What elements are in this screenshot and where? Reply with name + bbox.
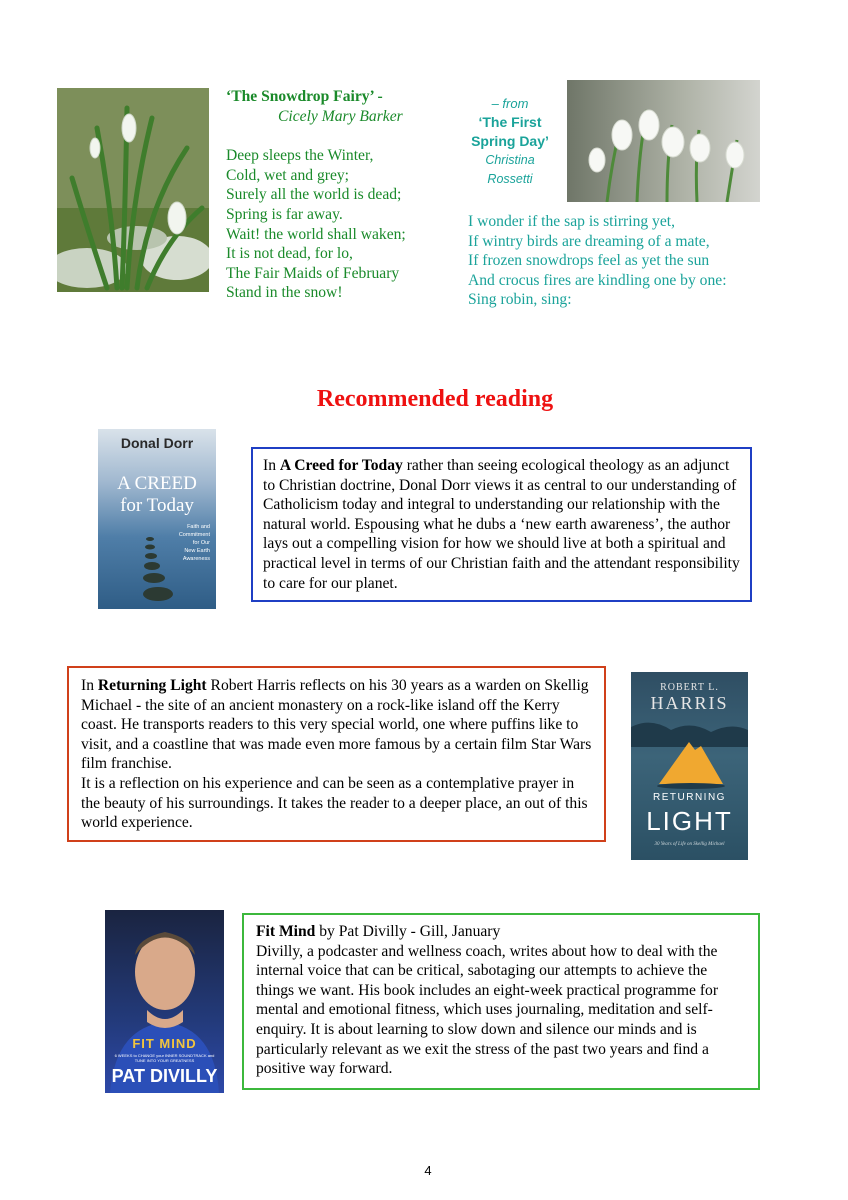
poem-first-spring-day-header: [460, 94, 560, 189]
cover-author-line: HARRIS: [650, 693, 729, 713]
review-body: Divilly, a podcaster and wellness coach, writes about how to deal with the internal voice that can be critical, sabotaging our attempts to achieve the things we want. His book includes an eight-week practical programme for mental and emotional fitness, which uses journaling, meditation and self-enquiry. It is about learning to slow down and silence our minds and is particularly relevant as we exit the stress of the past two years and find a positive way forward.: [256, 942, 719, 1078]
poem-title: ‘The Snowdrop Fairy’ -: [226, 88, 383, 105]
cover-author-line: ROBERT L.: [660, 682, 719, 693]
cover-subtitle-line: for Our: [192, 540, 210, 546]
cover-subtitle-line: Faith and: [187, 524, 210, 530]
poem-author: Cicely Mary Barker: [278, 107, 403, 125]
poem-line: Sing robin, sing:: [468, 291, 572, 309]
cover-subtitle: 6 WEEKS to CHANGE your INNER SOUNDTRACK and TUNE INTO YOUR GREATNESS: [114, 1053, 215, 1063]
cover-subtitle: 30 Years of Life on Skellig Michael: [654, 842, 725, 847]
book-review-returning-light: [67, 666, 606, 842]
cover-title: FIT MIND: [132, 1036, 197, 1051]
cover-author: Donal Dorr: [120, 435, 194, 451]
cover-subtitle-line: New Earth: [184, 548, 210, 554]
poem-line: It is not dead, for lo,: [226, 245, 353, 263]
review-body-paragraph: It is a reflection on his experience and can be seen as a contemplative prayer in the beauty of his surroundings. It takes the reader to a deeper place, an out of this world experience.: [81, 774, 588, 832]
poem-from: – from: [491, 96, 529, 111]
review-body: rather than seeing ecological theology as an adjunct to Christian doctrine, Donal Dorr views it as central to our understanding of Catholicism today and integral to understanding our relationship with the natural world. Espousing what he dubs a ‘new earth awareness’, the author lays out a compelling vision for how we should live at both a spiritual and practical level in terms of our Christian faith and the attendant responsibility to care for our planet.: [263, 457, 740, 592]
poem-title-line: ‘The First: [478, 114, 542, 130]
book-title: Fit Mind: [256, 923, 316, 940]
page-number: 4: [424, 1163, 432, 1178]
cover-title-line: LIGHT: [646, 806, 733, 836]
snowdrop-photo-1: [57, 88, 209, 292]
book-title: Returning Light: [97, 677, 207, 694]
cover-author: PAT DIVILLY: [111, 1066, 218, 1086]
book-review-fit-mind: [242, 913, 760, 1090]
poem-line: If wintry birds are dreaming of a mate,: [468, 232, 710, 250]
snowdrop-photo-2: [567, 80, 760, 202]
poem-line: Deep sleeps the Winter,: [226, 147, 374, 165]
poem-snowdrop-fairy: [226, 87, 456, 303]
book-cover-fit-mind: [105, 910, 224, 1093]
review-intro: In: [263, 457, 280, 474]
cover-subtitle-line: Commitment: [178, 532, 210, 538]
cover-stepping-stones: [98, 429, 216, 609]
review-intro: In: [81, 677, 98, 694]
poem-line: I wonder if the sap is stirring yet,: [468, 213, 676, 230]
poem-author-line: Rossetti: [487, 172, 533, 186]
poem-line: Stand in the snow!: [226, 284, 343, 302]
cover-title-line: A CREED: [117, 473, 197, 494]
book-review-creed-for-today: [251, 447, 752, 602]
poem-line: Spring is far away.: [226, 205, 343, 223]
poem-line: Wait! the world shall waken;: [226, 225, 406, 243]
poem-line: Cold, wet and grey;: [226, 166, 349, 184]
poem-line: Surely all the world is dead;: [226, 186, 402, 204]
poem-title-line: Spring Day’: [471, 133, 549, 149]
poem-line: And crocus fires are kindling one by one:: [468, 271, 727, 289]
poem-line: If frozen snowdrops feel as yet the sun: [468, 252, 710, 270]
poem-first-spring-day: [468, 212, 768, 310]
cover-title-line: for Today: [120, 495, 194, 516]
book-title: A Creed for Today: [279, 457, 403, 474]
cover-subtitle-line: Awareness: [182, 556, 210, 562]
recommended-reading-heading: Recommended reading: [316, 386, 554, 412]
poem-line: The Fair Maids of February: [226, 264, 400, 282]
review-body: Robert Harris reflects on his 30 years as a warden on Skellig Michael - the site of an ancient monastery on a rock-like island off the Kerry coast. He transports readers to this very special world, one where puffins like to visit, and a coastline that was made even more famous by a certain film Star Wars film franchise.: [81, 677, 592, 773]
review-byline: by Pat Divilly - Gill, January: [315, 923, 501, 940]
cover-title-line: RETURNING: [653, 792, 726, 803]
book-cover-returning-light: [631, 672, 748, 860]
poem-author-line: Christina: [485, 153, 535, 167]
book-cover-creed-for-today: [98, 429, 216, 609]
